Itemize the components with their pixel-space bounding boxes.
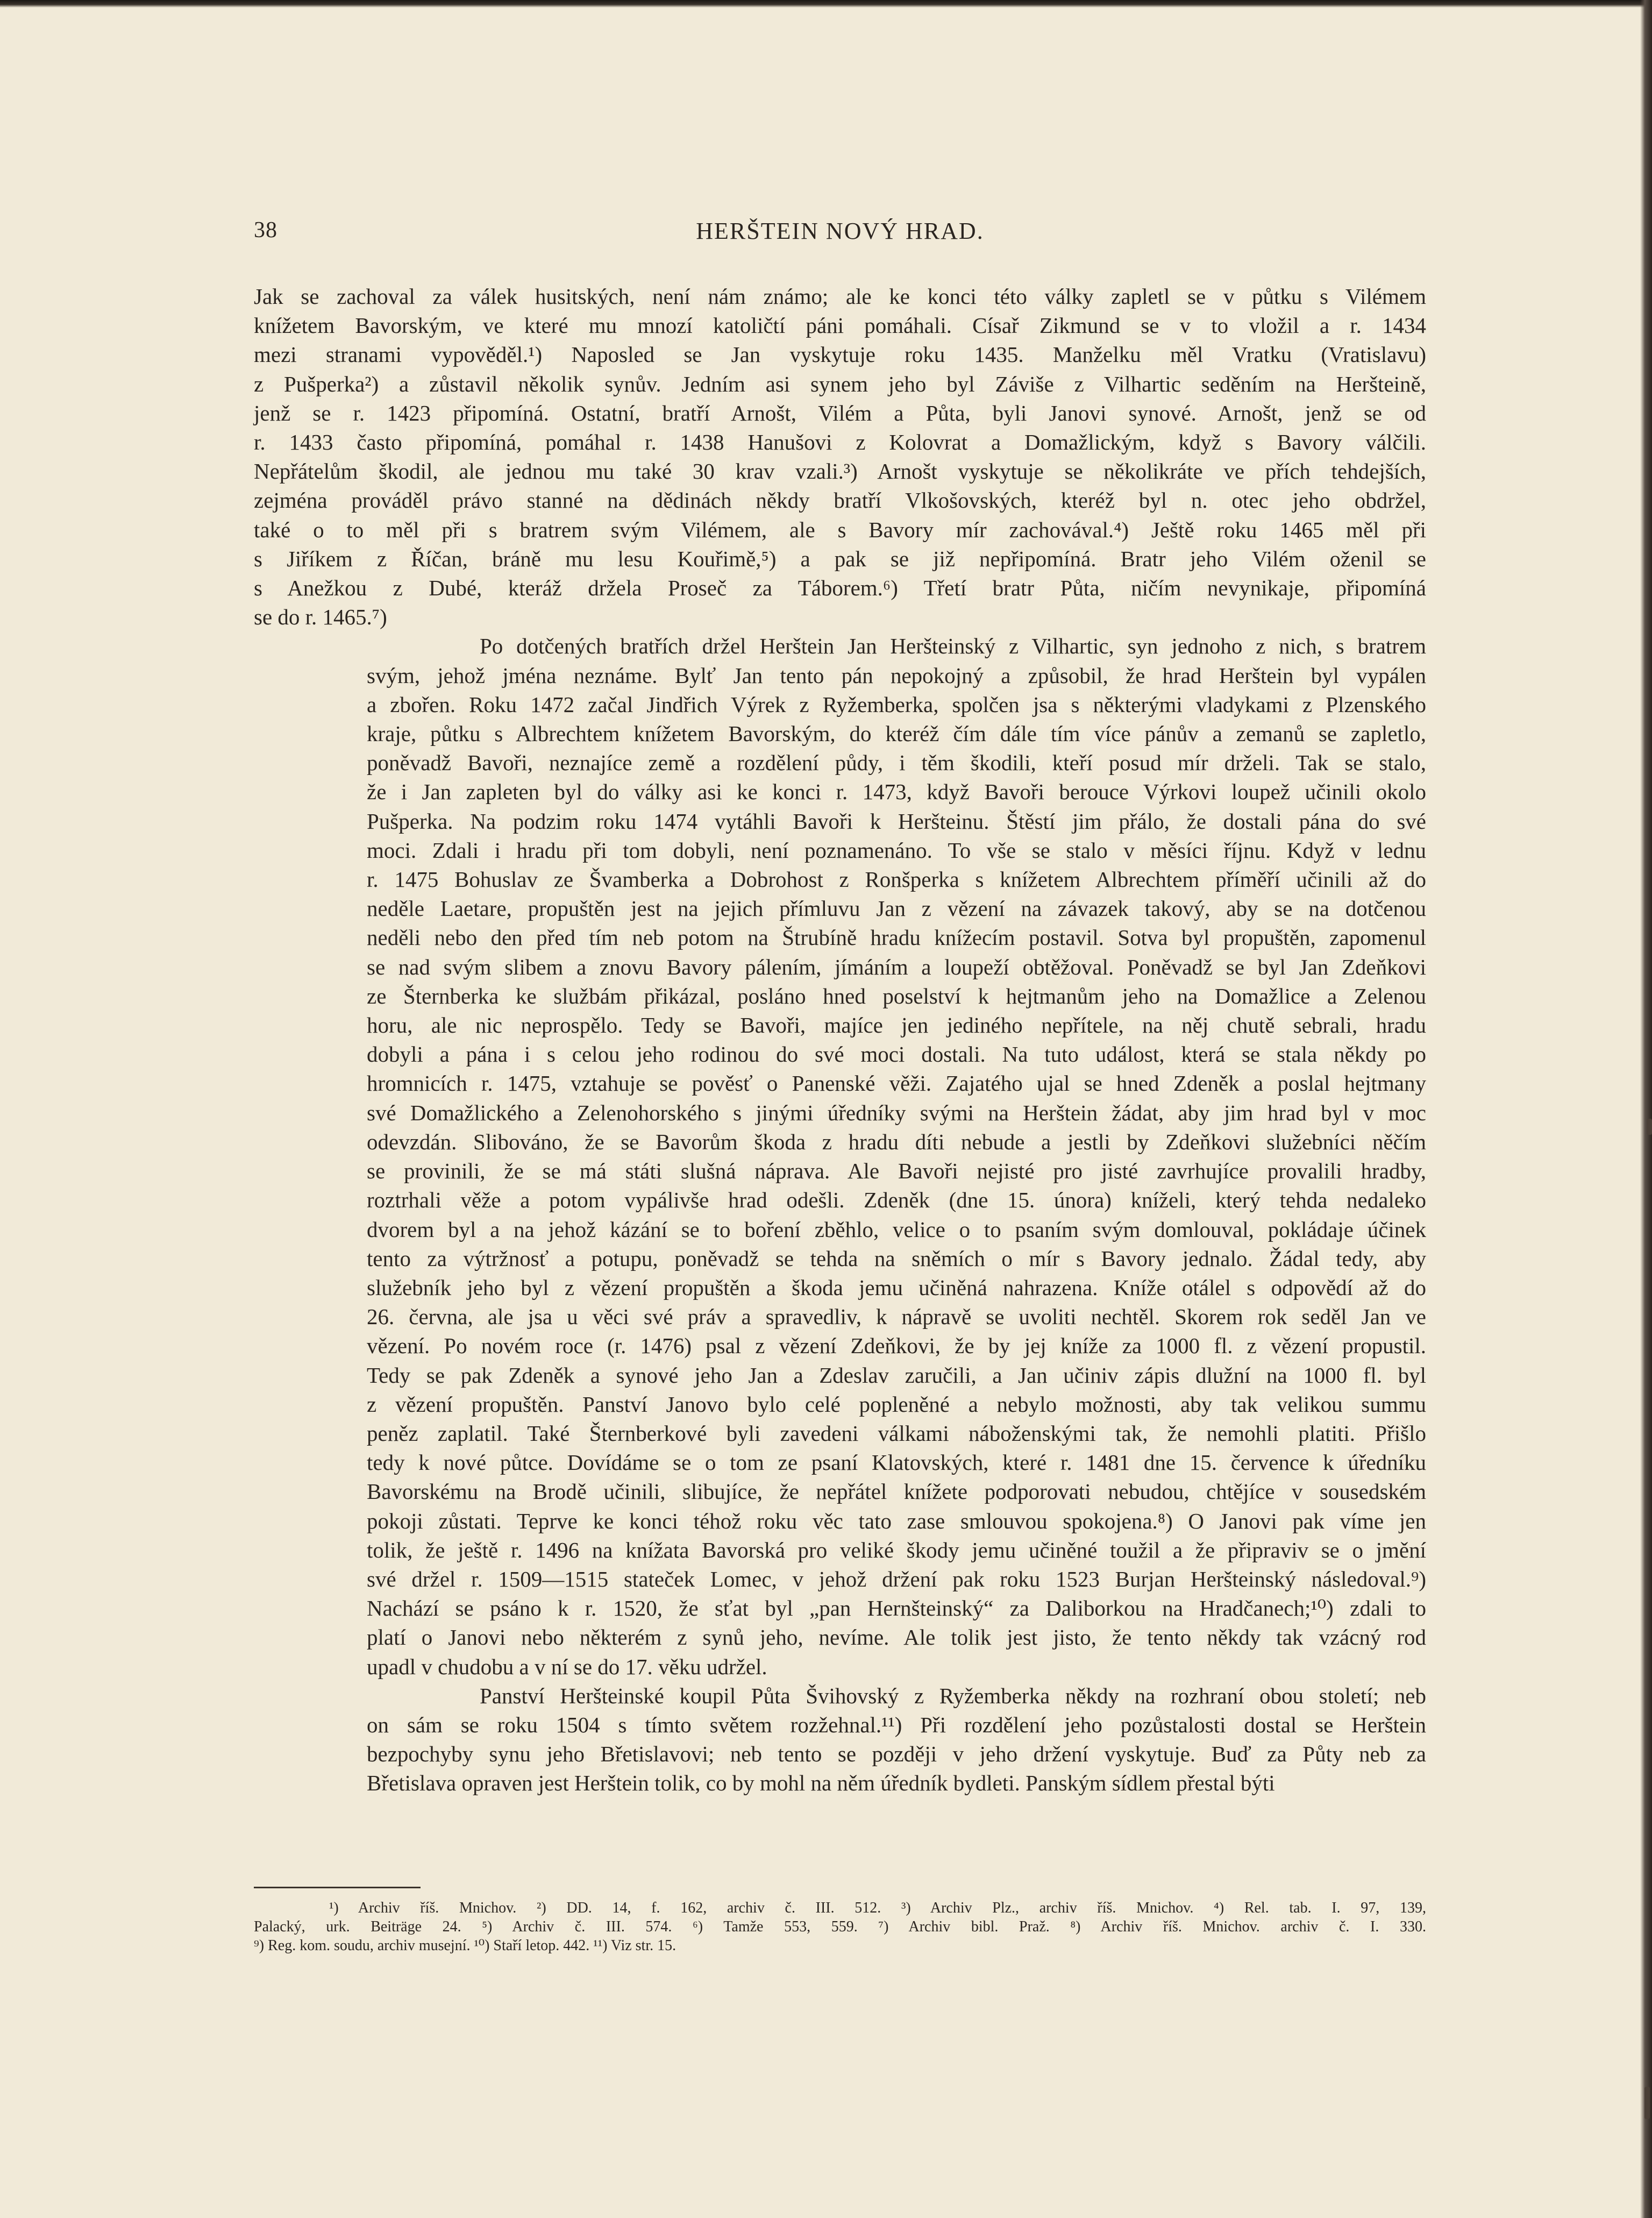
text-line: r. 1433 často připomíná, pomáhal r. 1438 Hanušovi z Kolovrat a Domažlickým, když s Bavory válčili. [254, 430, 1426, 455]
text-line: Po dotčených bratřích držel Herštein Jan Heršteinský z Vilhartic, syn jednoho z nich, s bratrem [480, 634, 1426, 659]
text-line: své Domažlického a Zelenohorského s jinými úředníky svými na Herštein žádat, aby jim hrad byl v moc [367, 1100, 1426, 1125]
text-line: dobyli a pána i s celou jeho rodinou do své moci dostali. Na tuto událost, která se stala někdy po [367, 1042, 1426, 1067]
text-line: moci. Zdali i hradu při tom dobyli, není poznamenáno. To vše se stalo v měsíci říjnu. Když v lednu [367, 837, 1426, 863]
scan-top-edge [0, 0, 1652, 8]
text-line: kraje, půtku s Albrechtem knížetem Bavorským, do kteréž čím dále tím více pánův a zemanů se zapletlo, [367, 721, 1426, 747]
text-line: své držel r. 1509—1515 stateček Lomec, v jehož držení pak roku 1523 Burjan Heršteinský následoval.⁹) [367, 1566, 1426, 1591]
paragraph [254, 631, 1426, 1681]
text-line: Břetislava opraven jest Herštein tolik, co by mohl na něm úředník bydleti. Panským sídlem přestal býti [367, 1771, 1275, 1796]
page-header [254, 217, 1426, 255]
text-line: a zbořen. Roku 1472 začal Jindřich Výrek z Ryžemberka, spolčen jsa s některými vladykami z Plzenského [367, 692, 1426, 717]
page-number: 38 [254, 218, 277, 243]
text-line: Bavorskému na Brodě učinili, slibujíce, že nepřátel knížete podporovati nebudou, chtějíce v sousedském [367, 1479, 1426, 1504]
text-line: svým, jehož jména neznáme. Bylť Jan tento pán nepokojný a způsobil, že hrad Herštein byl vypálen [367, 663, 1426, 688]
text-line: Jak se zachoval za válek husitských, není nám známo; ale ke konci této války zapletl se v půtku s Vilémem [254, 284, 1426, 309]
text-line: tento za výtržnosť a potupu, poněvadž se tehda na sněmích o mír s Bavory jednalo. Žádal tedy, aby [367, 1246, 1426, 1271]
text-line: hromnicích r. 1475, vztahuje se pověsť o Panenské věži. Zajatého ujal se hned Zdeněk a poslal hejtmany [367, 1071, 1426, 1096]
text-line: upadl v chudobu a v ní se do 17. věku udržel. [367, 1654, 767, 1679]
text-line: on sám se roku 1504 s tímto světem rozžehnal.¹¹) Při rozdělení jeho pozůstalosti dostal se Herštein [367, 1712, 1426, 1737]
text-line: se provinili, že se má státi slušná náprava. Ale Bavoři nejisté pro jisté zavrhujíce provalili hradby, [367, 1158, 1426, 1184]
text-line: Panství Heršteinské koupil Půta Švihovský z Ryžemberka někdy na rozhraní obou století; neb [480, 1683, 1426, 1708]
text-line: platí o Janovi nebo některém z synů jeho, nevíme. Ale tolik jest jisto, že tento někdy tak vzácný rod [367, 1625, 1426, 1650]
text-line: tedy k nové půtce. Dovídáme se o tom ze psaní Klatovských, které r. 1481 dne 15. července k úředníku [367, 1450, 1426, 1475]
text-line: služebník jeho byl z vězení propuštěn a škoda jemu učiněná nahrazena. Kníže otálel s odpovědí až do [367, 1275, 1426, 1300]
text-line: Nachází se psáno k r. 1520, že sťat byl „pan Hernšteinský“ za Daliborkou na Hradčanech;¹⁰) zdali to [367, 1596, 1426, 1621]
paragraph [254, 282, 1426, 631]
text-line: zejména prováděl právo stanné na dědinách někdy bratří Vlkošovských, kteréž byl n. otec jeho obdržel, [254, 488, 1426, 513]
text-line: neděli nebo den před tím neb potom na Štrubíně hradu knížecím postavil. Sotva byl propuštěn, zapomenul [367, 925, 1426, 950]
text-line: se nad svým slibem a znovu Bavory pálením, jímáním a loupeží obtěžoval. Poněvadž se byl Jan Zdeňkovi [367, 954, 1426, 979]
text-line: také o to měl při s bratrem svým Vilémem, ale s Bavory mír zachovával.⁴) Ještě roku 1465 měl při [254, 517, 1426, 542]
footnote-line: ⁹) Reg. kom. soudu, archiv musejní. ¹⁰) Staří letop. 442. ¹¹) Viz str. 15. [254, 1937, 677, 1954]
text-line: r. 1475 Bohuslav ze Švamberka a Dobrohost z Ronšperka s knížetem Albrechtem příměří učinili až do [367, 867, 1426, 892]
text-line: pokoji zůstati. Teprve ke konci téhož roku věc tato zase smlouvou spokojena.⁸) O Janovi pak víme jen [367, 1508, 1426, 1533]
paragraph [254, 1681, 1426, 1798]
binding-mark [1647, 1119, 1652, 1135]
text-line: z Pušperka²) a zůstavil několik synův. Jedním asi synem jeho byl Záviše z Vilhartic seděním na Heršteině, [254, 371, 1426, 396]
text-line: odevzdán. Slibováno, že se Bavorům škoda z hradu díti nebude a jestli by Zdeňkovi služebníci něčím [367, 1129, 1426, 1154]
text-line: tolik, že ještě r. 1496 na knížata Bavorská pro veliké škody jemu učiněné toužil a že připraviv se o jmění [367, 1537, 1426, 1562]
text-line: 26. června, ale jsa u věci své práv a spravedliv, k nápravě se uvoliti nechtěl. Skorem rok seděl Jan ve [367, 1304, 1426, 1330]
body-text [254, 282, 1426, 1798]
text-line: bezpochyby synu jeho Břetislavovi; neb tento se později v jeho držení vyskytuje. Buď za Půty neb za [367, 1741, 1426, 1767]
scan-right-edge [1640, 0, 1652, 2218]
footnote-line: Palacký, urk. Beiträge 24. ⁵) Archiv č. III. 574. ⁶) Tamže 553, 559. ⁷) Archiv bibl. Praž. ⁸) Archiv říš. Mnichov. archiv č. I. 330. [254, 1918, 1426, 1935]
text-line: se do r. 1465.⁷) [254, 605, 387, 630]
text-line: vězení. Po novém roce (r. 1476) psal z vězení Zdeňkovi, že by jej kníže za 1000 fl. z vězení propustil. [367, 1333, 1426, 1359]
text-line: ze Šternberka ke službám přikázal, posláno hned poselství k hejtmanům jeho na Domažlice a Zelenou [367, 983, 1426, 1008]
text-line: jenž se r. 1423 připomíná. Ostatní, bratří Arnošt, Vilém a Půta, byli Janovi synové. Arnošt, jenž se od [254, 400, 1426, 425]
text-line: s Anežkou z Dubé, kteráž držela Proseč za Táborem.⁶) Třetí bratr Půta, ničím nevynikaje, připomíná [254, 575, 1426, 601]
text-line: neděle Laetare, propuštěn jest na jejich přímluvu Jan z vězení na závazek takový, aby se na dotčenou [367, 896, 1426, 921]
text-line: s Jiříkem z Říčan, bráně mu lesu Kouřimě,⁵) a pak se již nepřipomíná. Bratr jeho Vilém oženil se [254, 546, 1426, 571]
binding-mark [1644, 2087, 1650, 2119]
text-line: horu, ale nic neprospělo. Tedy se Bavoři, majíce jen jediného nepřítele, na něj chutě sebrali, hradu [367, 1013, 1426, 1038]
footnote-rule [254, 1887, 421, 1888]
text-line: z vězení propuštěn. Panství Janovo bylo celé popleněné a nebylo možnosti, aby tak velikou summu [367, 1391, 1426, 1417]
text-line: Tedy se pak Zdeněk a synové jeho Jan a Zdeslav zaručili, a Jan učiniv zápis dlužní na 1000 fl. byl [367, 1362, 1426, 1388]
text-line: Pušperka. Na podzim roku 1474 vytáhli Bavoři k Heršteinu. Štěstí jim přálo, že dostali pána do své [367, 808, 1426, 834]
text-line: dvorem byl a na jehož kázání se to boření zběhlo, velice o to psaním svým domlouval, pokládaje účinek [367, 1217, 1426, 1242]
text-line: knížetem Bavorským, ve které mu mnozí katoličtí páni pomáhali. Císař Zikmund se v to vložil a r. 1434 [254, 313, 1426, 338]
text-line: poněvadž Bavoři, neznajíce země a rozdělení půdy, i těm škodili, kteří posud mír drželi. Tak se stalo, [367, 750, 1426, 776]
text-line: mezi stranami vypověděl.¹) Naposled se Jan vyskytuje roku 1435. Manželku měl Vratku (Vratislavu) [254, 342, 1426, 367]
text-line: že i Jan zapleten byl do války asi ke konci r. 1473, když Bavoři berouce Výrkovi loupež učinili okolo [367, 779, 1426, 805]
text-line: roztrhali věže a potom vypálivše hrad odešli. Zdeněk (dne 15. února) kníželi, který tehda nedaleko [367, 1188, 1426, 1213]
text-line: peněz zaplatil. Také Šternberkové byli zavedeni válkami náboženskými tak, že nemohli platiti. Přišlo [367, 1420, 1426, 1446]
footnotes [254, 1899, 1426, 1955]
footnote-line: ¹) Archiv říš. Mnichov. ²) DD. 14, f. 162, archiv č. III. 512. ³) Archiv Plz., archiv říš. Mnichov. ⁴) Rel. tab. I. 97, 139, [329, 1900, 1426, 1916]
text-line: Nepřátelům škodil, ale jednou mu také 30 krav vzali.³) Arnošt vyskytuje se několikráte ve přích tehdejších, [254, 459, 1426, 484]
running-title: HERŠTEIN NOVÝ HRAD. [696, 218, 984, 244]
